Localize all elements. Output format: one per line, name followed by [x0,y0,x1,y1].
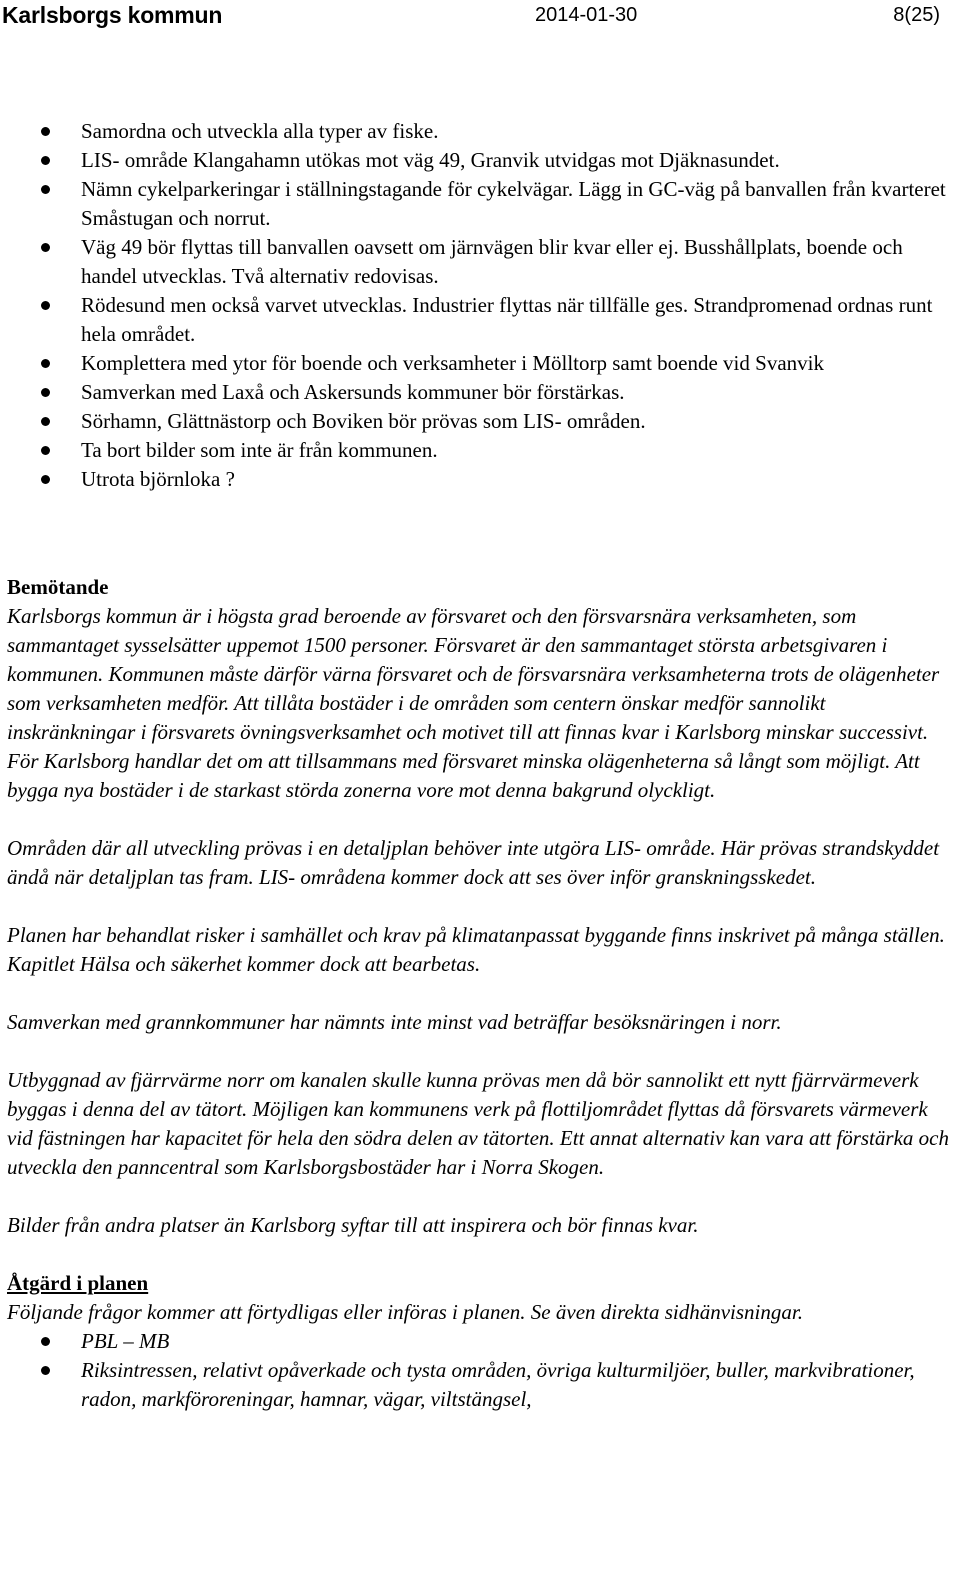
list-item: Sörhamn, Glättnästorp och Boviken bör prövas som LIS- områden. [0,407,955,436]
list-item: Riksintressen, relativt opåverkade och tysta områden, övriga kulturmiljöer, buller, markvibrationer, radon, markföroreningar, hamnar, vägar, viltstängsel, [0,1356,955,1414]
atgard-intro: Följande frågor kommer att förtydligas eller införas i planen. Se även direkta sidhänvisningar. [7,1300,803,1324]
list-item: Rödesund men också varvet utvecklas. Industrier flyttas när tillfälle ges. Strandpromenad ordnas runt hela området. [0,291,955,349]
bemotande-paragraph: Bilder från andra platser än Karlsborg syftar till att inspirera och bör finnas kvar. [7,1213,699,1237]
bemotande-paragraph: Karlsborgs kommun är i högsta grad beroende av försvaret och den försvarsnära verksamheten, som sammantaget sysselsätter uppemot 1500 personer. Försvaret är den sammantaget största arbetsgivaren i kommunen. Kommunen måste därför värna försvaret och de försvarsnära verksamheterna trots de olägenheter som verksamheten medför. Att tillåta bostäder i de områden som centern önskar medför sannolikt inskränkningar i försvarets övningsverksamhet och motivet till att finnas kvar i Karlsborg minskar successivt. För Karlsborg handlar det om att tillsammans med försvaret minska olägenheterna så långt som möjligt. Att bygga nya bostäder i de starkast störda zonerna vore mot denna bakgrund olyckligt. [7,604,940,802]
list-item: Samordna och utveckla alla typer av fiske. [0,117,955,146]
list-item: PBL – MB [0,1327,955,1356]
list-item: Samverkan med Laxå och Askersunds kommuner bör förstärkas. [0,378,955,407]
document-date: 2014-01-30 [535,4,638,26]
list-item: Utrota björnloka ? [0,465,955,494]
action-bullet-list [0,1327,955,1414]
list-item: Väg 49 bör flyttas till banvallen oavsett om järnvägen blir kvar eller ej. Busshållplats, boende och handel utvecklas. Två alternativ redovisas. [0,233,955,291]
list-item: Ta bort bilder som inte är från kommunen. [0,436,955,465]
list-item: Nämn cykelparkeringar i ställningstagande för cykelvägar. Lägg in GC-väg på banvallen från kvarteret Småstugan och norrut. [0,175,955,233]
page-number: 8(25) [893,4,940,26]
bemotande-paragraph: Planen har behandlat risker i samhället och krav på klimatanpassat byggande finns inskrivet på många ställen. Kapitlet Hälsa och säkerhet kommer dock att bearbetas. [7,923,945,976]
bemotande-paragraph: Samverkan med grannkommuner har nämnts inte minst vad beträffar besöksnäringen i norr. [7,1010,782,1034]
bemotande-paragraph: Utbyggnad av fjärrvärme norr om kanalen skulle kunna prövas men då bör sannolikt ett nytt fjärrvärmeverk byggas i denna del av tätort. Möjligen kan kommunens verk på flottiljområdet flyttas då försvarets värmeverk vid fästningen har kapacitet för hela den södra delen av tätorten. Ett annat alternativ kan vara att förstärka och utveckla den panncentral som Karlsborgsbostäder har i Norra Skogen. [7,1068,949,1179]
bemotande-paragraph: Områden där all utveckling prövas i en detaljplan behöver inte utgöra LIS- område. Här prövas strandskyddet ändå när detaljplan tas fram. LIS- områdena kommer dock att ses över inför granskningsskedet. [7,836,940,889]
comment-bullet-list [0,117,955,494]
page-header [0,0,960,30]
list-item: LIS- område Klangahamn utökas mot väg 49, Granvik utvidgas mot Djäknasundet. [0,146,955,175]
response-section [7,573,957,1414]
municipality-logo: Karlsborgs kommun [2,2,223,28]
atgard-heading: Åtgärd i planen [7,1271,149,1295]
list-item: Komplettera med ytor för boende och verksamheter i Mölltorp samt boende vid Svanvik [0,349,955,378]
bemotande-heading: Bemötande [7,575,109,599]
